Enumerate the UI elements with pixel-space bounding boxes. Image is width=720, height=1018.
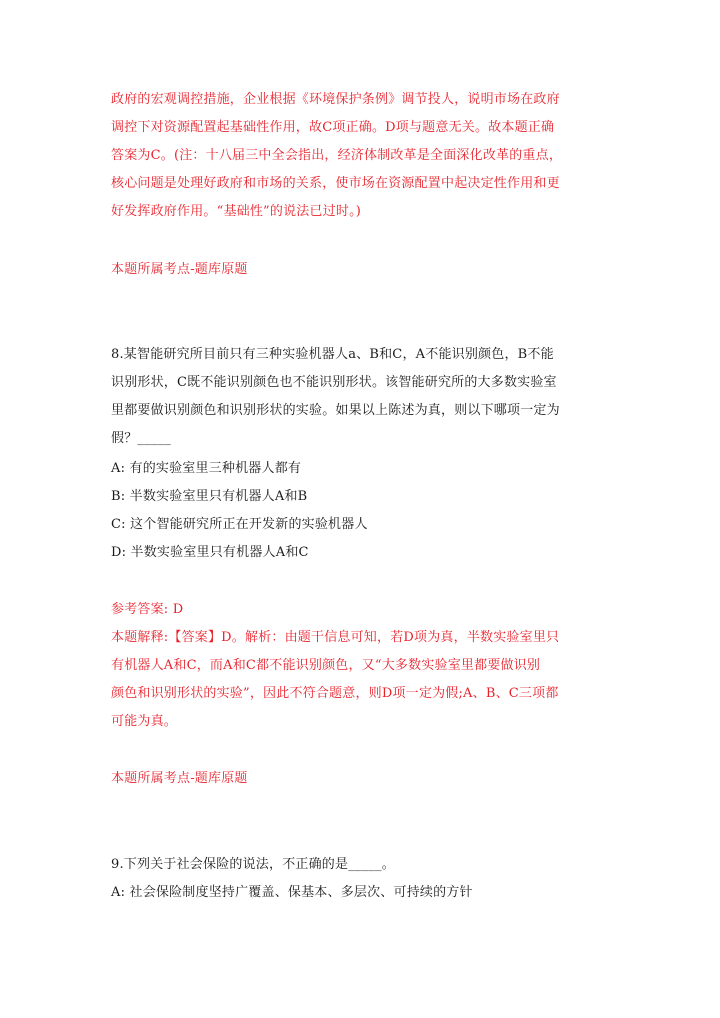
topic-tag: 本题所属考点-题库原题	[111, 771, 248, 786]
explanation-line: 可能为真。	[111, 714, 178, 729]
question-stem-line: 识别形状，C既不能识别颜色也不能识别形状。该智能研究所的大多数实验室	[111, 375, 557, 390]
question-9-options	[111, 879, 616, 907]
question-stem-line: 里都要做识别颜色和识别形状的实验。如果以上陈述为真，则以下哪项一定为	[111, 403, 560, 418]
reference-answer: 参考答案: D	[111, 602, 184, 617]
option-d: D: 半数实验室里只有机器人A和C	[111, 545, 309, 560]
question-9-stem	[111, 851, 616, 879]
question-8-options	[111, 455, 616, 567]
explanation-line: 好发挥政府作用。“基础性”的说法已过时。)	[111, 204, 362, 219]
question-stem-line: 9.下列关于社会保险的说法，不正确的是_____。	[111, 857, 395, 872]
question-8-explanation	[111, 624, 616, 736]
question-8-stem	[111, 341, 616, 453]
previous-question-tag	[111, 256, 616, 284]
explanation-line: 本题解释:【答案】D。解析：由题干信息可知，若D项为真，半数实验室里只	[111, 630, 560, 645]
explanation-line: 有机器人A和C，而A和C都不能识别颜色，又“大多数实验室里都要做识别	[111, 658, 541, 673]
explanation-line: 调控下对资源配置起基础性作用，故C项正确。D项与题意无关。故本题正确	[111, 120, 555, 135]
question-stem-line: 8.某智能研究所目前只有三种实验机器人a、B和C，A不能识别颜色，B不能	[111, 347, 554, 362]
question-8-tag	[111, 765, 616, 793]
question-stem-line: 假？_____	[111, 431, 171, 446]
question-8-answer	[111, 596, 616, 624]
explanation-line: 颜色和识别形状的实验”，因此不符合题意，则D项一定为假;A、B、C三项都	[111, 686, 559, 701]
topic-tag: 本题所属考点-题库原题	[111, 262, 248, 277]
option-a: A: 有的实验室里三种机器人都有	[111, 461, 302, 476]
explanation-line: 答案为C。(注：十八届三中全会指出，经济体制改革是全面深化改革的重点，	[111, 148, 563, 163]
explanation-line: 核心问题是处理好政府和市场的关系，使市场在资源配置中起决定性作用和更	[111, 176, 560, 191]
explanation-line: 政府的宏观调控措施，企业根据《环境保护条例》调节投人，说明市场在政府	[111, 92, 560, 107]
option-a: A: 社会保险制度坚持广覆盖、保基本、多层次、可持续的方针	[111, 885, 473, 900]
option-b: B: 半数实验室里只有机器人A和B	[111, 489, 308, 504]
option-c: C: 这个智能研究所正在开发新的实验机器人	[111, 517, 368, 532]
previous-question-explanation	[111, 86, 616, 226]
